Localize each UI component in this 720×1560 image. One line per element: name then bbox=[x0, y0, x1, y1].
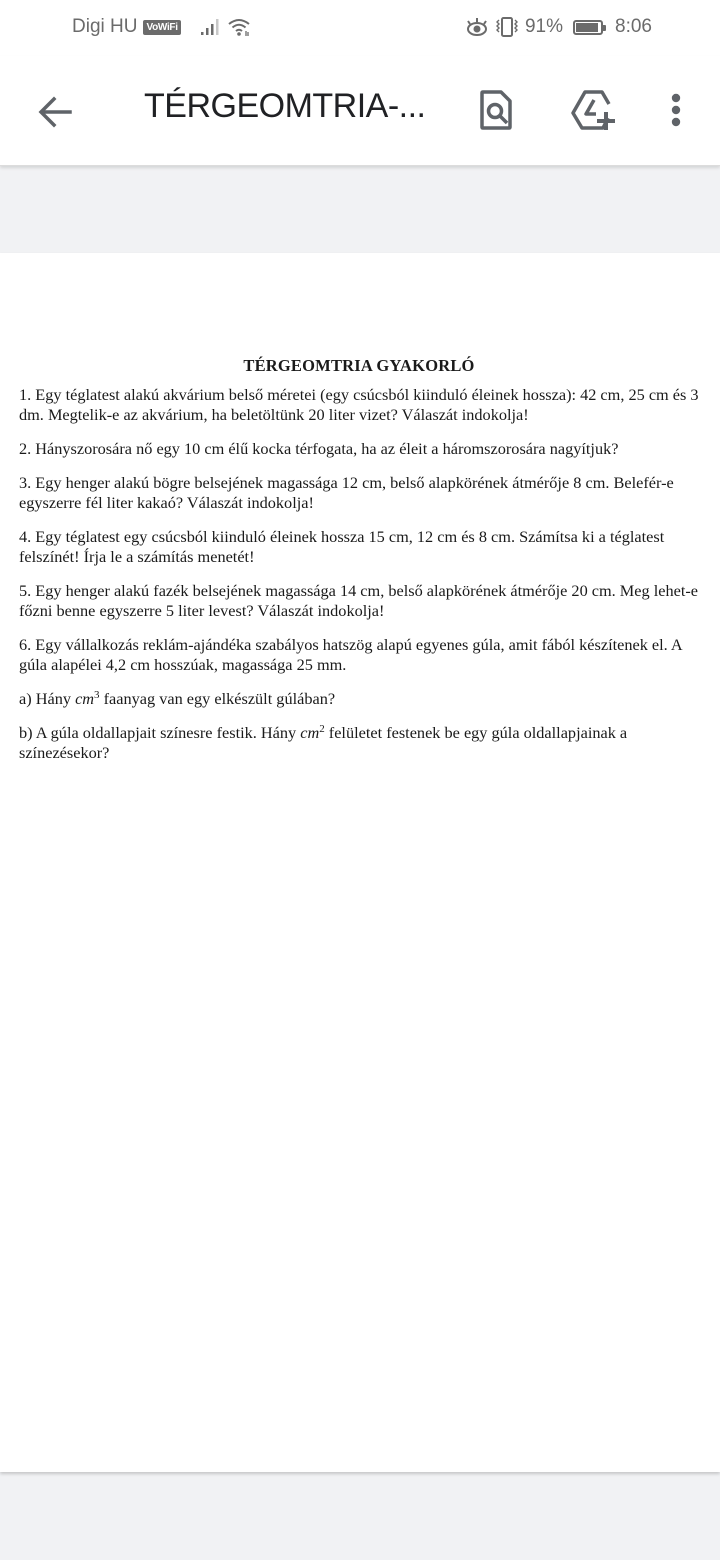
question-2: 2. Hányszorosára nő egy 10 cm élű kocka térfogata, ha az éleit a háromszorosára nagyítjuk? bbox=[19, 439, 619, 458]
question-4: 4. Egy téglatest egy csúcsból kiinduló éleinek hossza 15 cm, 12 cm és 8 cm. Számítsa ki a téglatest felszínét! Írja le a számítás menetét! bbox=[19, 527, 665, 566]
carrier-name: Digi HU bbox=[72, 16, 138, 37]
question-1: 1. Egy téglatest alakú akvárium belső méretei (egy csúcsból kiinduló éleinek hossza): 42 cm, 25 cm és 3 dm. Megtelik-e az akvárium, ha beletöltünk 20 liter vizet? Válaszát indokolja! bbox=[19, 385, 699, 424]
status-bar bbox=[0, 0, 720, 56]
q6b-text-start: b) A gúla oldallapjait színesre festik. Hány bbox=[19, 723, 301, 742]
q6b-text-end: felületet festenek be egy gúla oldallapjainak a színezésekor? bbox=[19, 723, 628, 762]
question-5: 5. Egy henger alakú fazék belsejének magassága 14 cm, belső alapkörének átmérője 20 cm. Meg lehet-e főzni benne egyszerre 5 liter levest? Válaszát indokolja! bbox=[19, 581, 699, 620]
add-to-drive-icon bbox=[568, 86, 620, 134]
eye-comfort-icon bbox=[465, 17, 489, 37]
document-title: TÉRGEOMTRIA-... bbox=[144, 87, 426, 125]
vowifi-badge: VoWiFi bbox=[143, 20, 180, 35]
q6b-unit: cm bbox=[300, 723, 320, 742]
find-in-document-button[interactable] bbox=[472, 86, 520, 134]
question-3: 3. Egy henger alakú bögre belsejének magassága 12 cm, belső alapkörének átmérője 8 cm. Belefér-e egyszerre fél liter kakaó? Válaszát indokolja! bbox=[19, 473, 674, 512]
status-right bbox=[465, 16, 652, 38]
question-6b bbox=[19, 723, 699, 763]
app-bar bbox=[0, 56, 720, 166]
back-button[interactable] bbox=[34, 90, 78, 134]
pdf-page[interactable] bbox=[0, 253, 720, 1472]
q6a-text-start: a) Hány bbox=[19, 689, 76, 708]
signal-icon bbox=[199, 18, 223, 36]
question-6: 6. Egy vállalkozás reklám-ajándéka szabályos hatszög alapú egyenes gúla, amit fából készítenek el. A gúla alapélei 4,2 cm hosszúak, magassága 25 mm. bbox=[19, 635, 682, 674]
clock: 8:06 bbox=[615, 16, 652, 37]
more-vert-icon bbox=[652, 86, 700, 134]
more-options-button[interactable] bbox=[652, 86, 700, 134]
battery-icon bbox=[573, 20, 603, 35]
q6a-text-end: faanyag van egy elkészült gúlában? bbox=[99, 689, 336, 708]
add-to-drive-button[interactable] bbox=[568, 86, 616, 134]
q6a-exponent: 3 bbox=[94, 689, 100, 701]
find-in-document-icon bbox=[472, 86, 520, 134]
status-left bbox=[72, 16, 253, 38]
wifi-icon bbox=[227, 17, 253, 37]
q6b-exponent: 2 bbox=[319, 723, 325, 735]
document-heading: TÉRGEOMTRIA GYAKORLÓ bbox=[243, 356, 475, 375]
vibrate-icon bbox=[495, 16, 519, 38]
q6a-unit: cm bbox=[75, 689, 95, 708]
back-arrow-icon bbox=[34, 90, 78, 134]
battery-fill bbox=[576, 23, 598, 32]
battery-percent: 91% bbox=[524, 16, 564, 37]
question-6a bbox=[19, 689, 699, 709]
document-content bbox=[19, 356, 699, 777]
